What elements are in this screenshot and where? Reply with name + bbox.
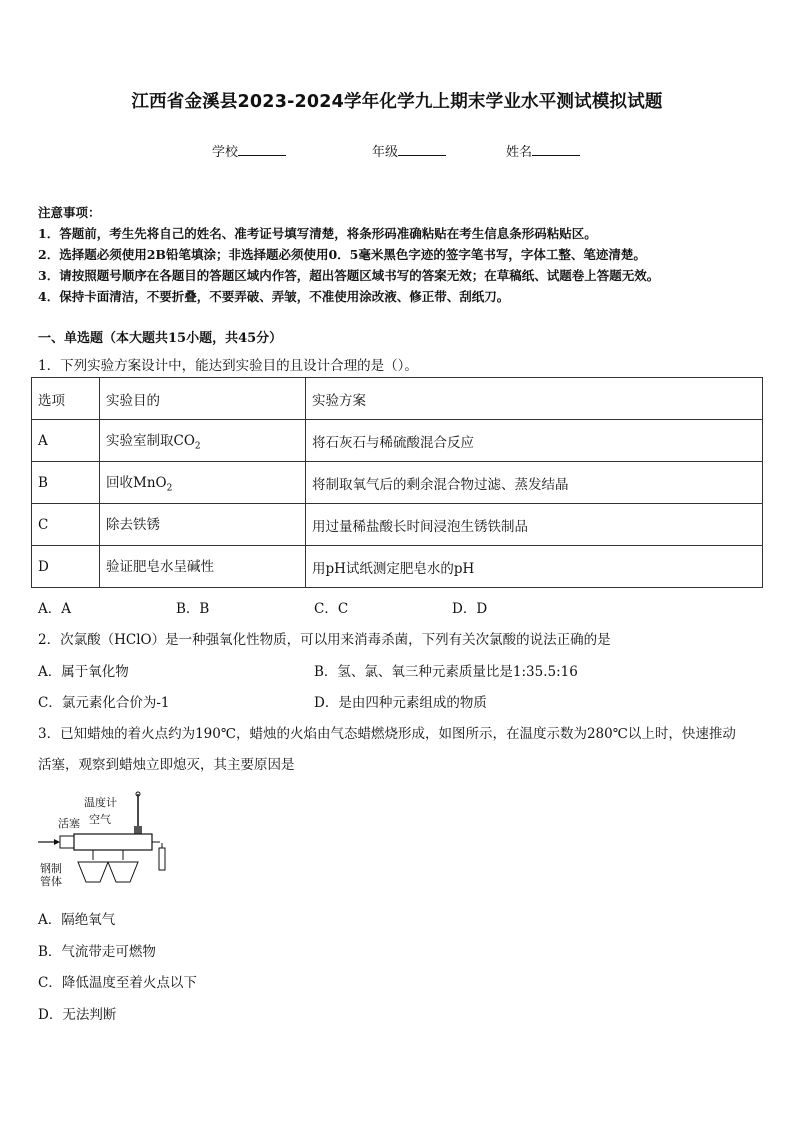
table-cell-goal: 除去铁锈: [100, 504, 306, 546]
piston: [60, 836, 74, 848]
table-header-cell: 实验目的: [100, 378, 306, 420]
table-cell-plan: 用pH试纸测定肥皂水的pH: [306, 546, 763, 588]
school-label: 学校: [212, 145, 239, 160]
note-item: 4．保持卡面清洁，不要折叠，不要弄破、弄皱，不准使用涂改液、修正带、刮纸刀。: [38, 289, 510, 304]
q1-option-d[interactable]: D．D: [452, 601, 488, 617]
q3-apparatus-figure: [38, 790, 178, 890]
table-cell-option: B: [32, 462, 100, 504]
table-header-cell: 实验方案: [306, 378, 763, 420]
table-cell-goal: 实验室制取$CO_2$: [100, 420, 306, 462]
q1-option-a[interactable]: A．A: [38, 601, 71, 617]
thermometer-label: 温度计: [84, 796, 117, 809]
q1-stem: 1．下列实验方案设计中，能达到实验目的且设计合理的是（）。: [38, 358, 418, 374]
table-row: [32, 546, 763, 588]
q2-option-c[interactable]: C．氯元素化合价为-1: [38, 695, 170, 711]
name-blank[interactable]: [532, 142, 580, 156]
alcohol-lamp-2: [108, 862, 138, 882]
q1-option-c[interactable]: C．C: [314, 601, 349, 617]
note-item: 2．选择题必须使用2B铅笔填涂；非选择题必须使用0．5毫米黑色字迹的签字笔书写，字体工整、笔迹清楚。: [38, 247, 646, 262]
school-blank[interactable]: [238, 142, 286, 156]
q2-option-b[interactable]: B．氢、氯、氧三种元素质量比是1:35.5:16: [314, 664, 578, 680]
q2-option-d[interactable]: D．是由四种元素组成的物质: [314, 695, 487, 711]
exam-title: 江西省金溪县2023-2024学年化学九上期末学业水平测试模拟试题: [131, 92, 663, 112]
q1-option-b[interactable]: B．B: [176, 601, 210, 617]
table-cell-option: D: [32, 546, 100, 588]
school-field[interactable]: [212, 141, 286, 160]
q3-option-c[interactable]: C．降低温度至着火点以下: [38, 975, 197, 991]
table-cell-plan: 将石灰石与稀硫酸混合反应: [306, 420, 763, 462]
table-cell-plan: 将制取氧气后的剩余混合物过滤、蒸发结晶: [306, 462, 763, 504]
note-item: 3．请按照题号顺序在各题目的答题区域内作答，超出答题区域书写的答案无效；在草稿纸、试题卷上答题无效。: [38, 268, 660, 283]
note-item: 1．答题前，考生先将自己的姓名、准考证号填写清楚，将条形码准确粘贴在考生信息条形码粘贴区。: [38, 226, 597, 241]
grade-field[interactable]: [372, 141, 446, 160]
push-arrow-head: [54, 839, 60, 845]
table-cell-plan: 用过量稀盐酸长时间浸泡生锈铁制品: [306, 504, 763, 546]
q3-stem-line1: 3．已知蜡烛的着火点约为190℃，蜡烛的火焰由气态蜡燃烧形成，如图所示，在温度示数为280℃以上时，快速推动: [38, 726, 736, 742]
q3-stem-line2: 活塞，观察到蜡烛立即熄灭，其主要原因是: [38, 757, 295, 773]
air-label: 空气: [89, 813, 111, 826]
name-field[interactable]: [506, 141, 580, 160]
q3-option-d[interactable]: D．无法判断: [38, 1007, 117, 1023]
q3-option-b[interactable]: B．气流带走可燃物: [38, 944, 156, 960]
notes-heading: 注意事项：: [38, 205, 101, 220]
table-header-cell: 选项: [32, 378, 100, 420]
steel-label-2: 管体: [40, 875, 62, 888]
alcohol-lamp-1: [78, 862, 108, 882]
table-row: [32, 462, 763, 504]
q2-stem: 2．次氯酸（HClO）是一种强氧化性物质，可以用来消毒杀菌，下列有关次氯酸的说法正确的是: [38, 632, 611, 648]
piston-label: 活塞: [58, 817, 80, 830]
grade-label: 年级: [372, 145, 399, 160]
steel-tube: [74, 834, 152, 850]
section-title: 一、单选题（本大题共15小题，共45分）: [38, 331, 283, 346]
table-cell-option: A: [32, 420, 100, 462]
table-cell-goal: 验证肥皂水呈碱性: [100, 546, 306, 588]
steel-label-1: 钢制: [40, 862, 62, 875]
candle: [159, 848, 165, 870]
q2-option-a[interactable]: A．属于氧化物: [38, 664, 129, 680]
table-row: [32, 420, 763, 462]
table-row: [32, 504, 763, 546]
grade-blank[interactable]: [398, 142, 446, 156]
q1-table: [31, 377, 763, 588]
table-header-row: [32, 378, 763, 420]
table-cell-option: C: [32, 504, 100, 546]
name-label: 姓名: [506, 145, 533, 160]
table-cell-goal: 回收MnO$_2$: [100, 462, 306, 504]
q3-option-a[interactable]: A．隔绝氧气: [38, 912, 116, 928]
